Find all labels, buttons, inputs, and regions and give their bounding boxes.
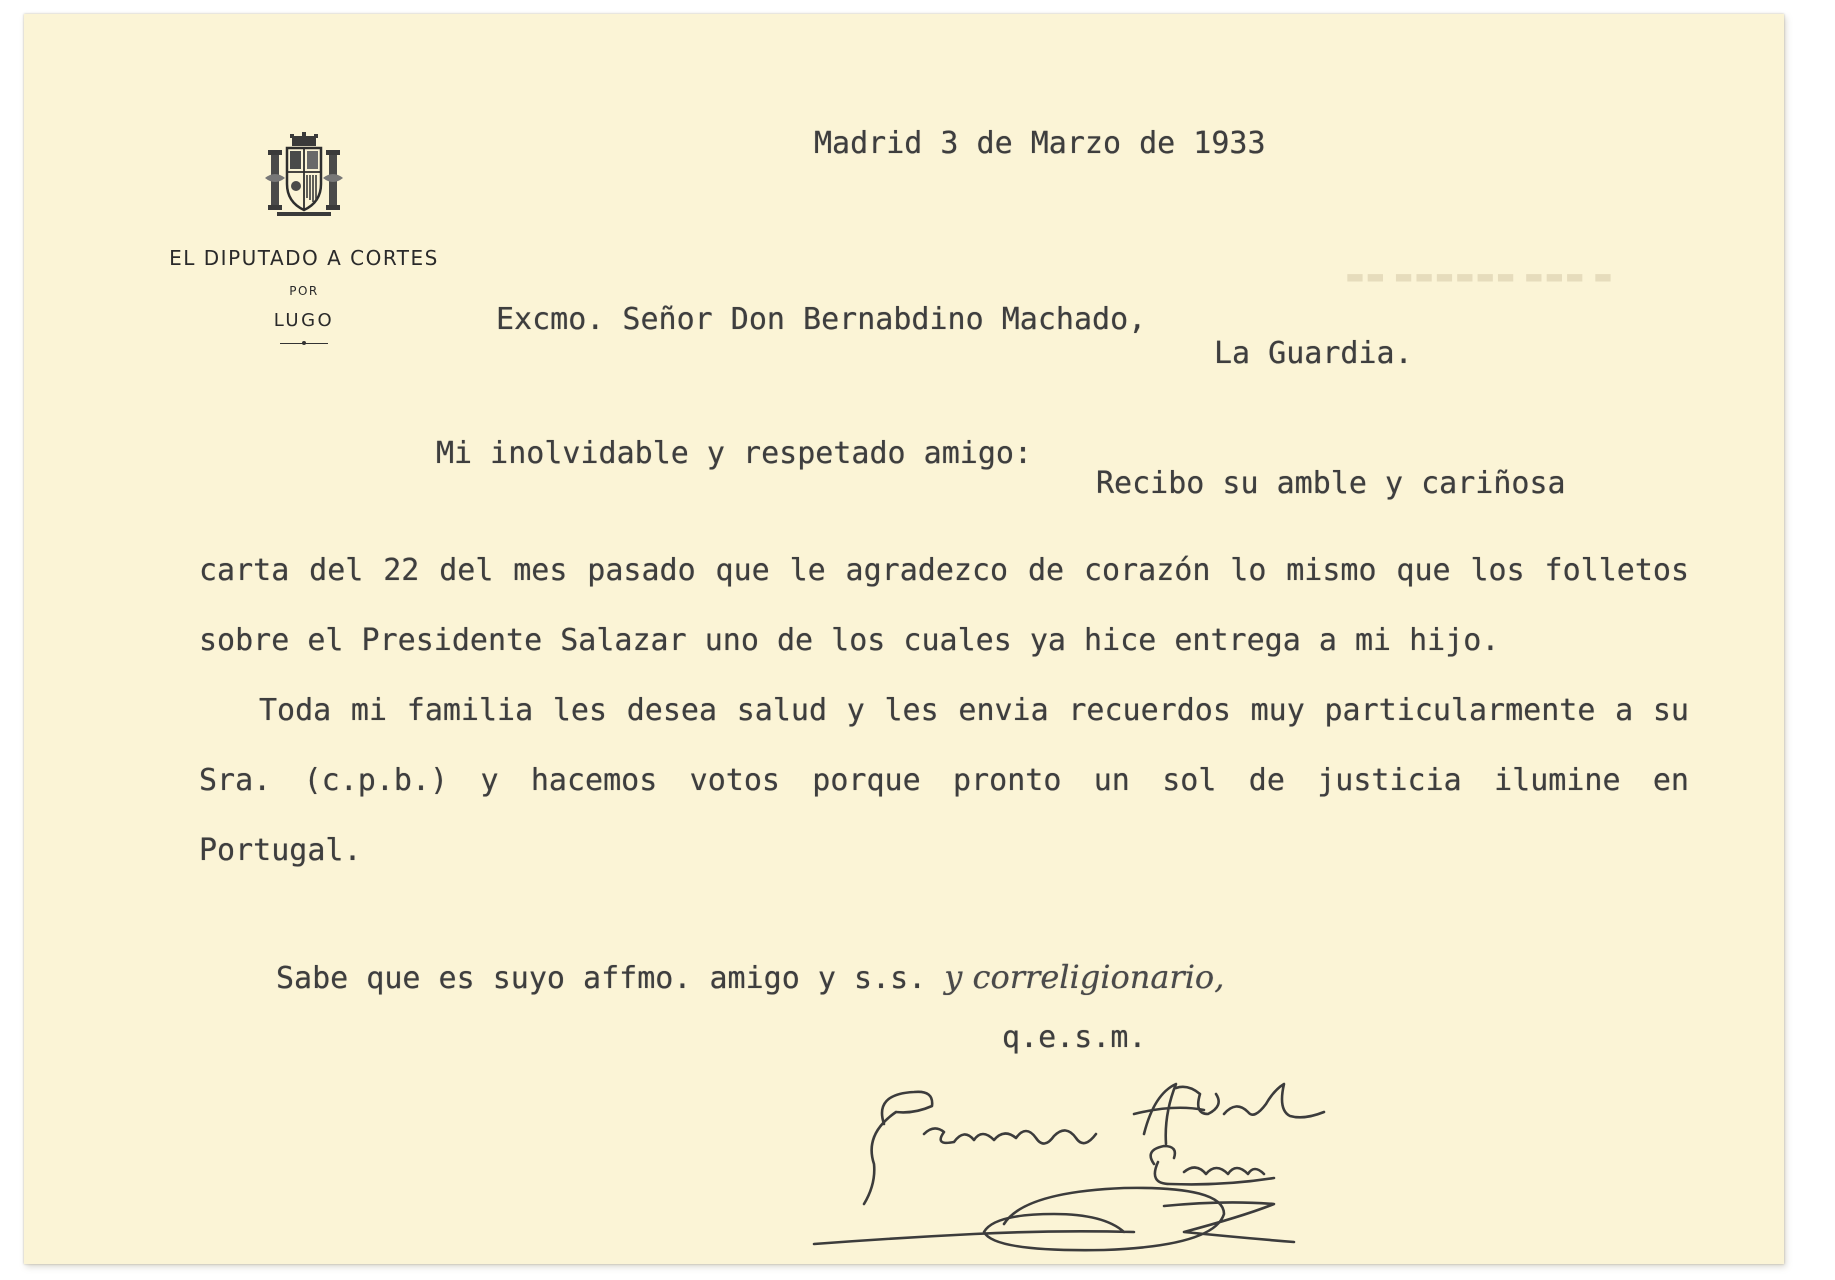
letter-date: Madrid 3 de Marzo de 1933 bbox=[814, 126, 1266, 161]
letter-sheet bbox=[24, 14, 1784, 1264]
letterhead-por: POR bbox=[289, 284, 319, 298]
closing-typed: Sabe que es suyo affmo. amigo y s.s. bbox=[276, 961, 927, 996]
letterhead bbox=[134, 132, 474, 344]
letterhead-bleed-through: ▬ ▬▬▬ ▬▬▬▬▬▬ ▬▬ bbox=[1344, 264, 1613, 288]
coat-of-arms-icon bbox=[259, 132, 349, 218]
paragraph-2: Toda mi familia les desea salud y les envia recuerdos muy particularmente a su Sra. (c.p.b.) y hacemos votos porque pronto un sol de justicia ilumine en Portugal. bbox=[199, 693, 1689, 868]
letterhead-place: LUGO bbox=[273, 310, 335, 331]
salutation: Mi inolvidable y respetado amigo: bbox=[436, 436, 1033, 471]
recipient-name: Excmo. Señor Don Bernabdino Machado, bbox=[496, 302, 1147, 337]
letterhead-title: EL DIPUTADO A CORTES bbox=[169, 246, 439, 270]
closing-formula: q.e.s.m. bbox=[1002, 1020, 1147, 1055]
handwritten-signature bbox=[804, 1054, 1454, 1254]
recipient-place: La Guardia. bbox=[1214, 336, 1413, 371]
paragraph-1: carta del 22 del mes pasado que le agradezco de corazón lo mismo que los folletos sobre el Presidente Salazar uno de los cuales ya hice entrega a mi hijo. bbox=[199, 553, 1689, 658]
closing-handwritten: y correligionario, bbox=[944, 958, 1225, 996]
closing-line bbox=[276, 958, 1224, 996]
letter-body bbox=[199, 536, 1689, 886]
letterhead-rule bbox=[280, 343, 328, 344]
opening-line: Recibo su amble y cariñosa bbox=[1096, 466, 1566, 501]
